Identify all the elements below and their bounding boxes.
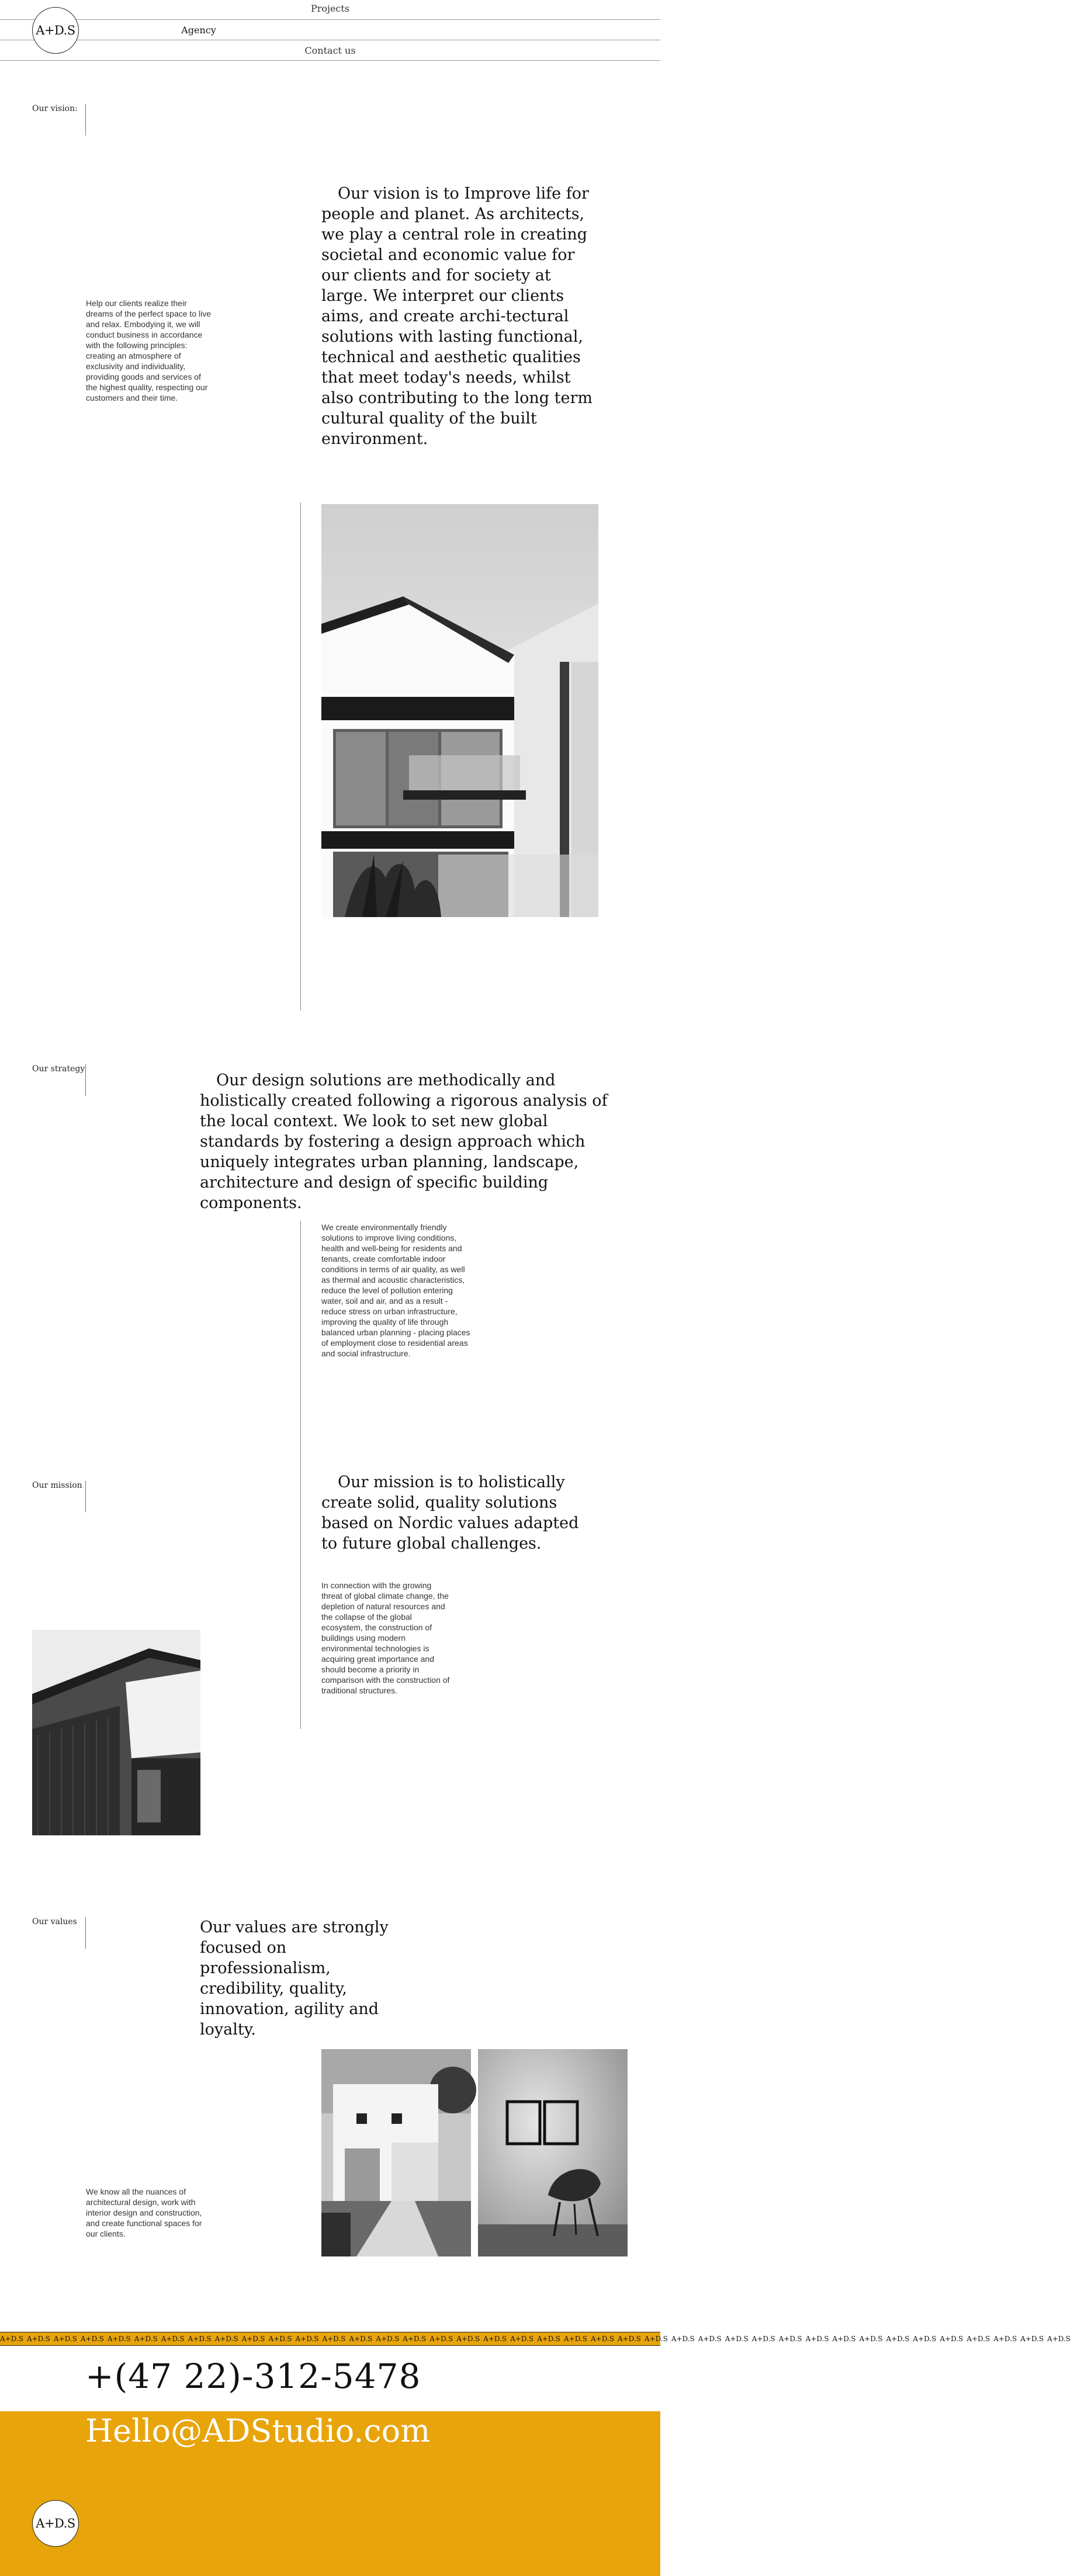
footer-logo[interactable] bbox=[32, 2500, 79, 2547]
header-bottom-rule bbox=[0, 60, 660, 61]
brand-ticker bbox=[0, 2332, 1071, 2346]
nav-contact-link[interactable]: Contact us bbox=[304, 45, 356, 56]
ticker-item: A+D.S bbox=[26, 2335, 50, 2343]
header-logo[interactable] bbox=[32, 7, 79, 54]
courtyard-illustration bbox=[321, 2049, 471, 2256]
ticker-item: A+D.S bbox=[617, 2335, 641, 2343]
strategy-section-bar bbox=[85, 1064, 86, 1096]
mission-body-text: In connection with the growing threat of global climate change, the depletion of natural resources and the collapse of the global ecosystem, the construction of buildings using modern environmental technologies is acquiring great importance and should become a priority in comparison with the construction of traditional structures. bbox=[321, 1581, 450, 1695]
ticker-item: A+D.S bbox=[214, 2335, 238, 2343]
ticker-item: A+D.S bbox=[268, 2335, 292, 2343]
ticker-item: A+D.S bbox=[376, 2335, 400, 2343]
ticker-item: A+D.S bbox=[671, 2335, 695, 2343]
ticker-item: A+D.S bbox=[53, 2335, 77, 2343]
ticker-item: A+D.S bbox=[590, 2335, 614, 2343]
nav-agency-link[interactable]: Agency bbox=[181, 25, 216, 36]
building-large-illustration bbox=[321, 504, 598, 917]
ticker-item: A+D.S bbox=[295, 2335, 319, 2343]
values-lead-text: Our values are strongly focused on professionalism, credibility, quality, innovation, agility and loyalty. bbox=[200, 1918, 389, 2039]
strategy-lead-text: Our design solutions are methodically and holistically created following a rigorous analysis of the local context. We look to set new global standards by fostering a design approach which uniquely integrates urban planning, landscape, architecture and design of specific building components. bbox=[200, 1071, 608, 1212]
ticker-item: A+D.S bbox=[161, 2335, 185, 2343]
ticker-item: A+D.S bbox=[886, 2335, 910, 2343]
ticker-item: A+D.S bbox=[698, 2335, 722, 2343]
ticker-item: A+D.S bbox=[644, 2335, 668, 2343]
ticker-item: A+D.S bbox=[725, 2335, 749, 2343]
vision-lead-text: Our vision is to Improve life for people and planet. As architects, we play a central role in creating societal and economic value for our clients and for society at large. We interpret our clients aims, and create archi-tectural solutions with lasting functional, technical and aesthetic qualities that meet today's needs, whilst also contributing to the long term cultural quality of the built environment. bbox=[321, 185, 593, 448]
mission-lead-text: Our mission is to holistically create solid, quality solutions based on Nordic values adapted to future global challenges. bbox=[321, 1473, 579, 1553]
ticker-item: A+D.S bbox=[403, 2335, 427, 2343]
ticker-item: A+D.S bbox=[778, 2335, 802, 2343]
ticker-item: A+D.S bbox=[913, 2335, 937, 2343]
ticker-item: A+D.S bbox=[966, 2335, 990, 2343]
ticker-item: A+D.S bbox=[0, 2335, 23, 2343]
interior-chair-photo bbox=[478, 2049, 628, 2256]
interior-chair-illustration bbox=[478, 2049, 628, 2256]
strategy-vertical-rule bbox=[300, 1221, 301, 1729]
ticker-item: A+D.S bbox=[832, 2335, 856, 2343]
ticker-item: A+D.S bbox=[188, 2335, 212, 2343]
ticker-item: A+D.S bbox=[510, 2335, 534, 2343]
ticker-item: A+D.S bbox=[564, 2335, 587, 2343]
ticker-item: A+D.S bbox=[993, 2335, 1017, 2343]
strategy-section-label: Our strategy bbox=[32, 1064, 85, 1074]
courtyard-photo bbox=[321, 2049, 471, 2256]
values-section-label: Our values bbox=[32, 1917, 77, 1926]
mission-section-label: Our mission bbox=[32, 1481, 82, 1490]
strategy-body-text: We create environmentally friendly solutions to improve living conditions, health and well-being for residents and tenants, create comfortable indoor conditions in terms of air quality, as well as thermal and acoustic characteristics, reduce the level of pollution entering water, soil and air, and as a result - reduce stress on urban infrastructure, improving the quality of life through balanced urban planning - placing places of employment close to residential areas and social infrastructure. bbox=[321, 1223, 470, 1358]
mission-section-bar bbox=[85, 1481, 86, 1512]
ticker-item: A+D.S bbox=[483, 2335, 507, 2343]
contact-phone[interactable]: +(47 22)-312-5478 bbox=[85, 2356, 421, 2396]
ticker-item: A+D.S bbox=[940, 2335, 964, 2343]
ticker-item: A+D.S bbox=[859, 2335, 883, 2343]
vision-section-label: Our vision: bbox=[32, 104, 78, 113]
ticker-item: A+D.S bbox=[537, 2335, 561, 2343]
contact-email[interactable]: Hello@ADStudio.com bbox=[85, 2412, 431, 2449]
vision-body-text: Help our clients realize their dreams of the perfect space to live and relax. Embodying it, we will conduct business in accordance with the following principles: creating an atmosphere of exclusivity and individuality, providing goods and services of the highest quality, respecting our customers and their time. bbox=[86, 298, 211, 402]
building-photo-large bbox=[321, 504, 598, 917]
ticker-item: A+D.S bbox=[805, 2335, 829, 2343]
ticker-item: A+D.S bbox=[241, 2335, 265, 2343]
building-small-illustration bbox=[32, 1630, 200, 1835]
ticker-item: A+D.S bbox=[751, 2335, 775, 2343]
building-photo-small bbox=[32, 1630, 200, 1835]
header-top-rule bbox=[0, 19, 660, 20]
values-body-text: We know all the nuances of architectural design, work with interior design and construction, and create functional spaces for our clients. bbox=[86, 2187, 202, 2238]
logo-text: A+D.S bbox=[36, 23, 75, 37]
nav-projects-link[interactable]: Projects bbox=[310, 3, 350, 14]
ticker-item: A+D.S bbox=[322, 2335, 346, 2343]
vision-section-bar bbox=[85, 104, 86, 136]
ticker-item: A+D.S bbox=[429, 2335, 453, 2343]
ticker-item: A+D.S bbox=[80, 2335, 104, 2343]
footer-logo-text: A+D.S bbox=[36, 2516, 75, 2530]
ticker-item: A+D.S bbox=[134, 2335, 158, 2343]
ticker-item: A+D.S bbox=[1020, 2335, 1044, 2343]
ticker-item: A+D.S bbox=[107, 2335, 131, 2343]
ticker-item: A+D.S bbox=[1047, 2335, 1071, 2343]
ticker-item: A+D.S bbox=[456, 2335, 480, 2343]
values-section-bar bbox=[85, 1917, 86, 1949]
ticker-item: A+D.S bbox=[349, 2335, 373, 2343]
vision-vertical-rule bbox=[300, 502, 301, 1011]
